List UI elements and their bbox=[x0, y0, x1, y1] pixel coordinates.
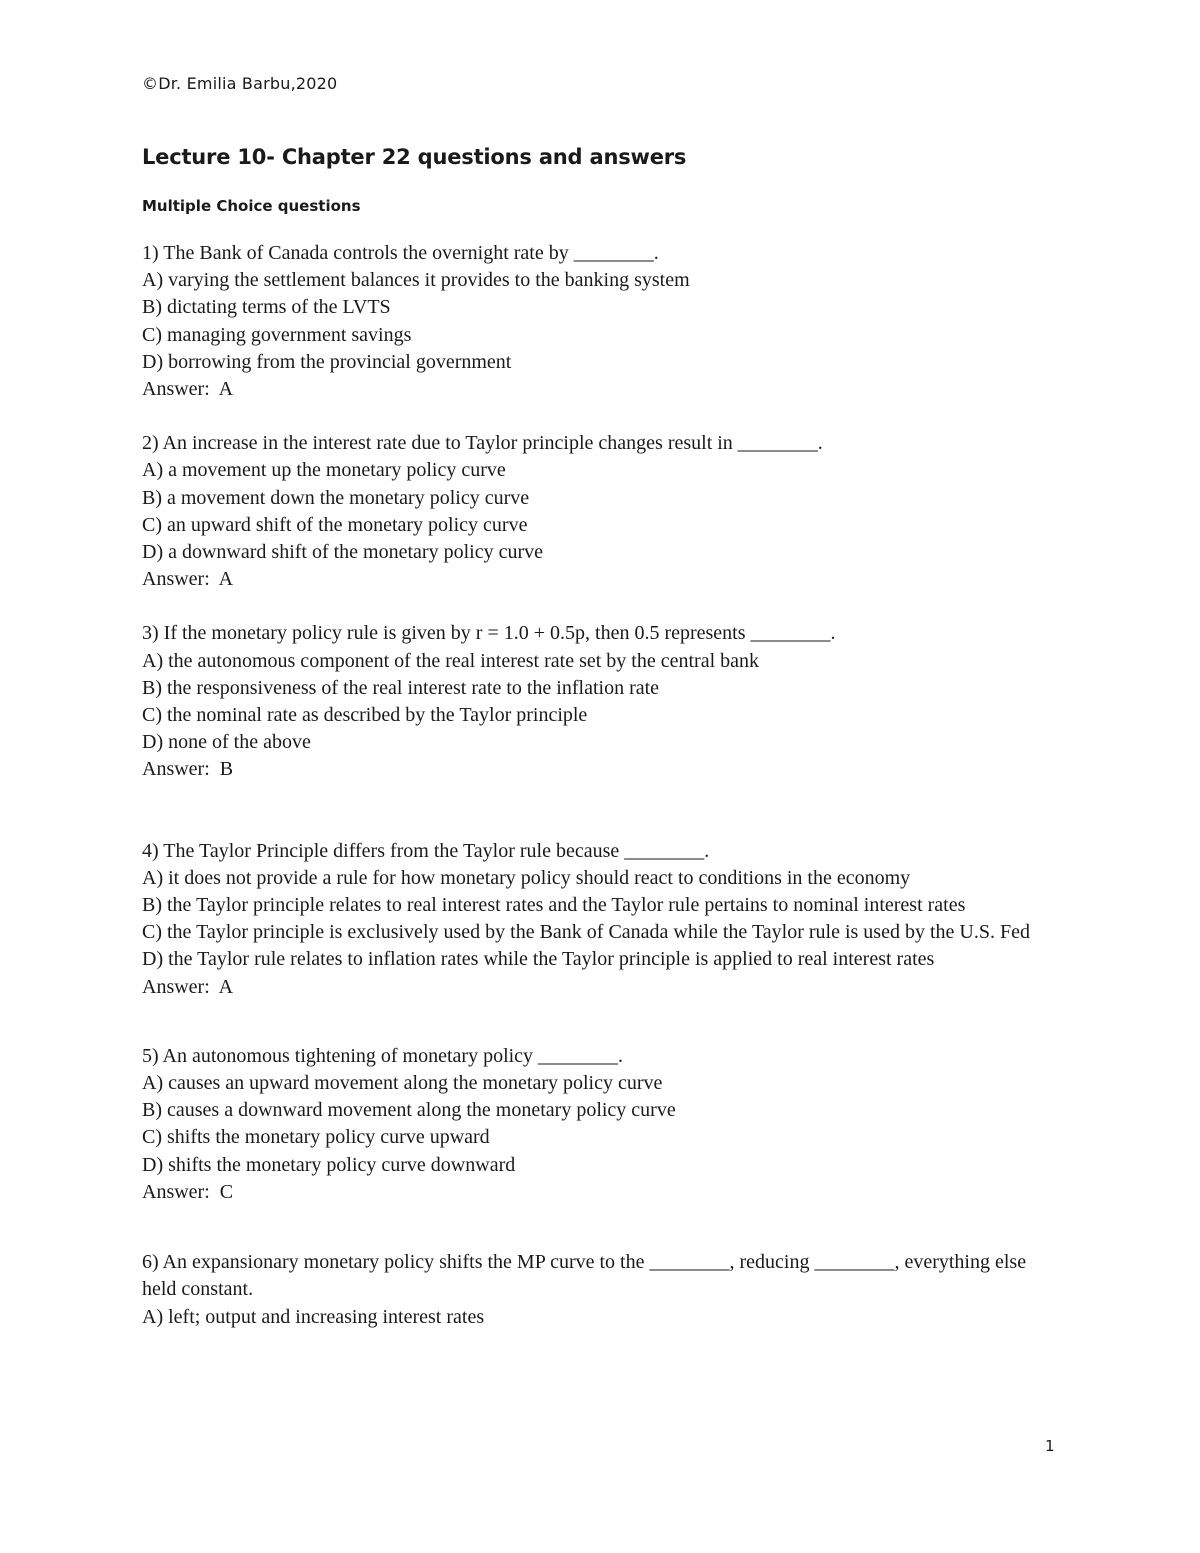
question-6 bbox=[142, 1249, 1062, 1331]
copyright-header: ©Dr. Emilia Barbu,2020 bbox=[142, 74, 338, 93]
answer-value: A bbox=[218, 378, 234, 401]
answer-line bbox=[142, 566, 1062, 593]
page-number: 1 bbox=[1045, 1437, 1055, 1455]
option-d: D) the Taylor rule relates to inflation rates while the Taylor principle is applied to real interest rates bbox=[142, 948, 935, 971]
answer-line bbox=[142, 756, 1062, 783]
question-3 bbox=[142, 620, 1062, 783]
answer-value: C bbox=[219, 1180, 234, 1203]
answer-label: Answer: bbox=[142, 568, 210, 591]
option-c: C) managing government savings bbox=[142, 323, 412, 346]
question-stem: 1) The Bank of Canada controls the overnight rate by ________. bbox=[142, 242, 659, 264]
option-c: C) an upward shift of the monetary policy curve bbox=[142, 513, 528, 536]
answer-label: Answer: bbox=[142, 975, 210, 998]
option-b: B) a movement down the monetary policy curve bbox=[142, 486, 530, 509]
option-b: B) dictating terms of the LVTS bbox=[142, 296, 391, 319]
question-5 bbox=[142, 1043, 1062, 1206]
answer-label: Answer: bbox=[142, 1180, 210, 1203]
page-title: Lecture 10- Chapter 22 questions and answers bbox=[142, 145, 687, 169]
question-list bbox=[142, 240, 1062, 1331]
option-a: A) left; output and increasing interest rates bbox=[142, 1305, 485, 1328]
option-c: C) the Taylor principle is exclusively used by the Bank of Canada while the Taylor rule is used by the U.S. Fed bbox=[142, 921, 1030, 944]
question-2 bbox=[142, 430, 1062, 593]
answer-value: A bbox=[218, 568, 234, 591]
option-b: B) the Taylor principle relates to real interest rates and the Taylor rule pertains to nominal interest rates bbox=[142, 894, 966, 917]
question-stem: 5) An autonomous tightening of monetary policy ________. bbox=[142, 1044, 624, 1067]
answer-label: Answer: bbox=[142, 758, 210, 781]
option-a: A) varying the settlement balances it provides to the banking system bbox=[142, 269, 690, 292]
question-stem: 4) The Taylor Principle differs from the Taylor rule because ________. bbox=[142, 839, 710, 862]
answer-value: B bbox=[219, 758, 234, 781]
option-a: A) the autonomous component of the real interest rate set by the central bank bbox=[142, 649, 760, 672]
section-subtitle: Multiple Choice questions bbox=[142, 197, 361, 215]
option-c: C) shifts the monetary policy curve upward bbox=[142, 1126, 490, 1149]
option-c: C) the nominal rate as described by the Taylor principle bbox=[142, 704, 588, 727]
option-a: A) it does not provide a rule for how monetary policy should react to conditions in the economy bbox=[142, 866, 911, 889]
question-stem: 6) An expansionary monetary policy shifts the MP curve to the ________, reducing ________, everything else held constant. bbox=[142, 1251, 1027, 1301]
option-d: D) borrowing from the provincial government bbox=[142, 350, 512, 373]
option-a: A) causes an upward movement along the monetary policy curve bbox=[142, 1072, 663, 1095]
answer-value: A bbox=[218, 975, 234, 998]
option-d: D) shifts the monetary policy curve downward bbox=[142, 1153, 516, 1176]
question-stem: 3) If the monetary policy rule is given by r = 1.0 + 0.5p, then 0.5 represents ________. bbox=[142, 622, 836, 645]
option-b: B) the responsiveness of the real interest rate to the inflation rate bbox=[142, 676, 660, 699]
question-stem: 2) An increase in the interest rate due to Taylor principle changes result in ________. bbox=[142, 432, 823, 455]
question-4 bbox=[142, 838, 1062, 1001]
answer-line bbox=[142, 1179, 1062, 1206]
answer-line bbox=[142, 974, 1062, 1001]
option-d: D) none of the above bbox=[142, 731, 311, 754]
question-1 bbox=[142, 240, 1062, 403]
option-b: B) causes a downward movement along the monetary policy curve bbox=[142, 1099, 676, 1122]
answer-label: Answer: bbox=[142, 378, 210, 401]
option-a: A) a movement up the monetary policy curve bbox=[142, 459, 506, 482]
answer-line bbox=[142, 376, 1062, 403]
option-d: D) a downward shift of the monetary policy curve bbox=[142, 541, 543, 564]
